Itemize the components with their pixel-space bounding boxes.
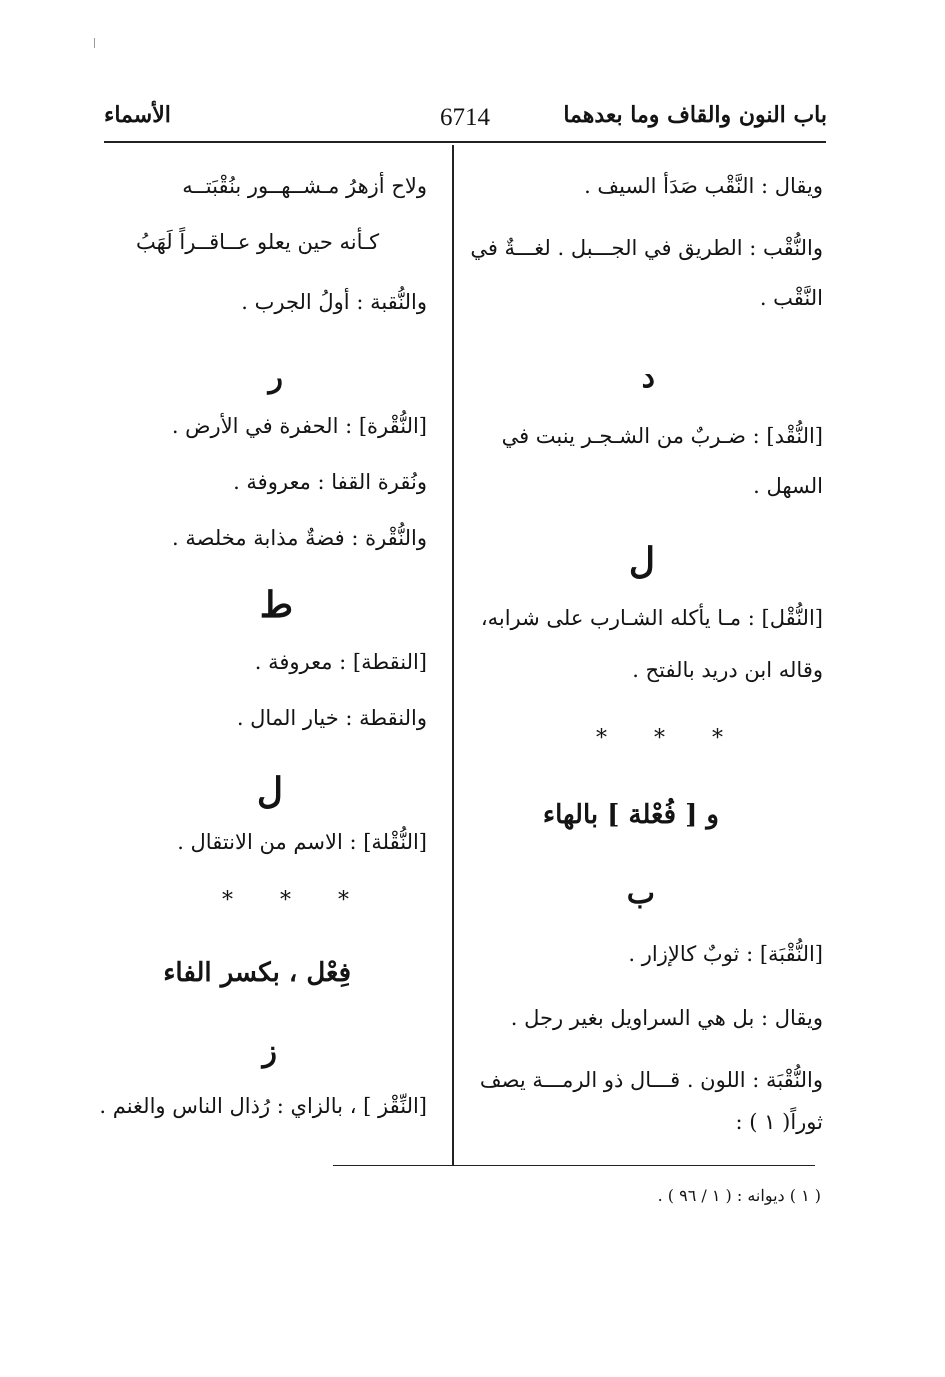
header-rule [104,141,826,143]
entry-line: ويقال : بل هي السراويل بغير رجل . [510,1006,823,1030]
letter-heading: ب [626,876,655,911]
separator-stars: * * * [222,888,369,913]
entry-line: [النِّقْز ] ، بالزاي : رُذال الناس والغنم . [99,1094,427,1118]
scan-mark [94,38,95,48]
entry-line: [النُّقْد] : ضـربٌ من الشـجـر ينبت في [501,424,823,448]
letter-heading: ز [262,1034,277,1069]
entry-line: والنقطة : خيار المال . [236,706,427,730]
entry-line: ثوراً( ١ ) : [735,1110,823,1134]
separator-stars: * * * [596,726,743,751]
footnote-rule [333,1165,815,1166]
page-number: 6714 [440,104,490,131]
footnote: ( ١ ) ديوانه : ( ١ / ٩٦ ) . [657,1186,821,1205]
entry-line: [النُّقْرة] : الحفرة في الأرض . [171,414,427,438]
section-title: و [ فُعْلة ] بالهاء [542,800,719,830]
entry-line: ونُقرة القفا : معروفة . [233,470,427,494]
entry-line: [النقطة] : معروفة . [254,650,427,674]
entry-line: والنُّقْرة : فضةٌ مذابة مخلصة . [172,526,427,550]
verse-line: ولاح أزهرُ مـشــهــور بنُقْبَتــه [182,174,427,198]
entry-line: [النُّقْبَة] : ثوبٌ كالإزار . [628,942,823,966]
letter-heading: ل [628,540,655,582]
section-title: فِعْل ، بكسر الفاء [163,958,351,988]
column-divider [452,145,454,1165]
entry-line: والنُّقْبَة : اللون . قـــال ذو الرمـــة يصف [479,1068,823,1092]
letter-heading: ر [268,360,283,395]
letter-heading: د [641,360,655,395]
letter-heading: ط [259,584,293,626]
letter-heading: ل [256,770,283,812]
chapter-header: باب النون والقاف وما بعدهما [563,102,827,128]
entry-line: السهل . [753,474,823,498]
entry-line: والنُّقْب : الطريق في الجـــبل . لغـــةٌ في [470,236,823,260]
entry-line: ويقال : النَّقْب صَدَأ السيف . [584,174,823,198]
entry-line: [النُّقْلة] : الاسم من الانتقال . [177,830,427,854]
verse-line: كـأنه حين يعلو عــاقــراً لَهَبُ [136,230,380,254]
entry-line: النَّقْب . [759,286,823,310]
entry-line: وقاله ابن دريد بالفتح . [632,658,823,682]
entry-line: والنُّقبة : أولُ الجرب . [241,290,427,314]
section-header: الأسماء [104,102,171,128]
entry-line: [النُّقْل] : مـا يأكله الشـارب على شرابه، [480,606,823,630]
